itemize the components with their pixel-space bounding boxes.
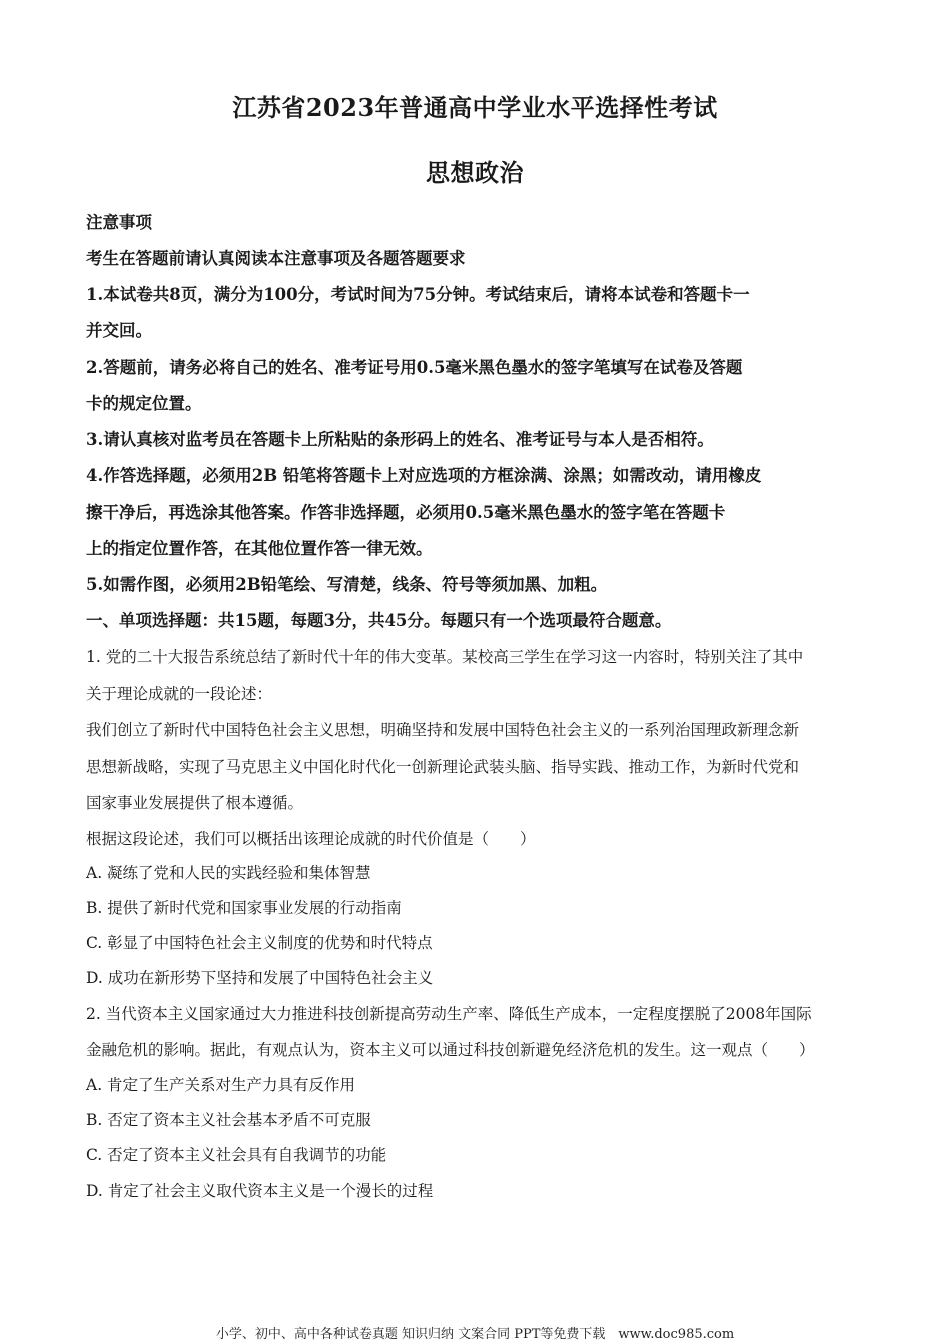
notice-line: 擦干净后，再选涂其他答案。作答非选择题，必须用0.5毫米黑色墨水的签字笔在答题卡	[86, 503, 726, 522]
section-heading: 一、单项选择题：共15题，每题3分，共45分。每题只有一个选项最符合题意。	[86, 611, 672, 630]
notice-line: 卡的规定位置。	[86, 394, 202, 413]
subject-title: 思想政治	[426, 158, 524, 187]
page-footer: 小学、初中、高中各种试卷真题 知识归纳 文案合同 PPT等免费下载 www.doc985.com	[215, 1327, 735, 1342]
notice-line: 2.答题前，请务必将自己的姓名、准考证号用0.5毫米黑色墨水的签字笔填写在试卷及答题	[86, 358, 743, 377]
option-c: C. 彰显了中国特色社会主义制度的优势和时代特点	[86, 934, 433, 952]
question-text: 我们创立了新时代中国特色社会主义思想，明确坚持和发展中国特色社会主义的一系列治国理政新理念新	[86, 721, 800, 739]
question-text: 金融危机的影响。据此，有观点认为，资本主义可以通过科技创新避免经济危机的发生。这一观点（ ）	[86, 1041, 815, 1059]
notice-intro: 考生在答题前请认真阅读本注意事项及各题答题要求	[86, 249, 466, 268]
option-d: D. 成功在新形势下坚持和发展了中国特色社会主义	[86, 969, 434, 987]
option-d: D. 肯定了社会主义取代资本主义是一个漫长的过程	[86, 1182, 434, 1200]
question-text: 思想新战略，实现了马克思主义中国化时代化一创新理论武装头脑、指导实践、推动工作，为新时代党和	[86, 758, 800, 776]
notice-line: 1.本试卷共8页，满分为100分，考试时间为75分钟。考试结束后，请将本试卷和答题卡一	[86, 285, 750, 304]
exam-title: 江苏省2023年普通高中学业水平选择性考试	[232, 93, 718, 122]
option-a: A. 肯定了生产关系对生产力具有反作用	[86, 1076, 356, 1094]
notice-heading: 注意事项	[86, 213, 152, 232]
option-a: A. 凝练了党和人民的实践经验和集体智慧	[86, 864, 371, 882]
notice-line: 5.如需作图，必须用2B铅笔绘、写清楚，线条、符号等须加黑、加粗。	[86, 575, 608, 594]
notice-line: 并交回。	[86, 321, 152, 340]
question-text: 2. 当代资本主义国家通过大力推进科技创新提高劳动生产率、降低生产成本，一定程度摆脱了2008年国际	[86, 1005, 812, 1023]
question-text: 国家事业发展提供了根本遵循。	[86, 794, 304, 812]
notice-line: 上的指定位置作答，在其他位置作答一律无效。	[86, 539, 433, 558]
question-text: 1. 党的二十大报告系统总结了新时代十年的伟大变革。某校高三学生在学习这一内容时，特别关注了其中	[86, 648, 804, 666]
option-c: C. 否定了资本主义社会具有自我调节的功能	[86, 1146, 387, 1164]
question-text: 根据这段论述，我们可以概括出该理论成就的时代价值是（ ）	[86, 830, 536, 848]
question-text: 关于理论成就的一段论述：	[86, 685, 273, 703]
option-b: B. 否定了资本主义社会基本矛盾不可克服	[86, 1111, 371, 1129]
notice-line: 3.请认真核对监考员在答题卡上所粘贴的条形码上的姓名、准考证号与本人是否相符。	[86, 430, 714, 449]
option-b: B. 提供了新时代党和国家事业发展的行动指南	[86, 899, 402, 917]
notice-line: 4.作答选择题，必须用2B 铅笔将答题卡上对应选项的方框涂满、涂黑；如需改动，请用橡皮	[86, 466, 762, 485]
